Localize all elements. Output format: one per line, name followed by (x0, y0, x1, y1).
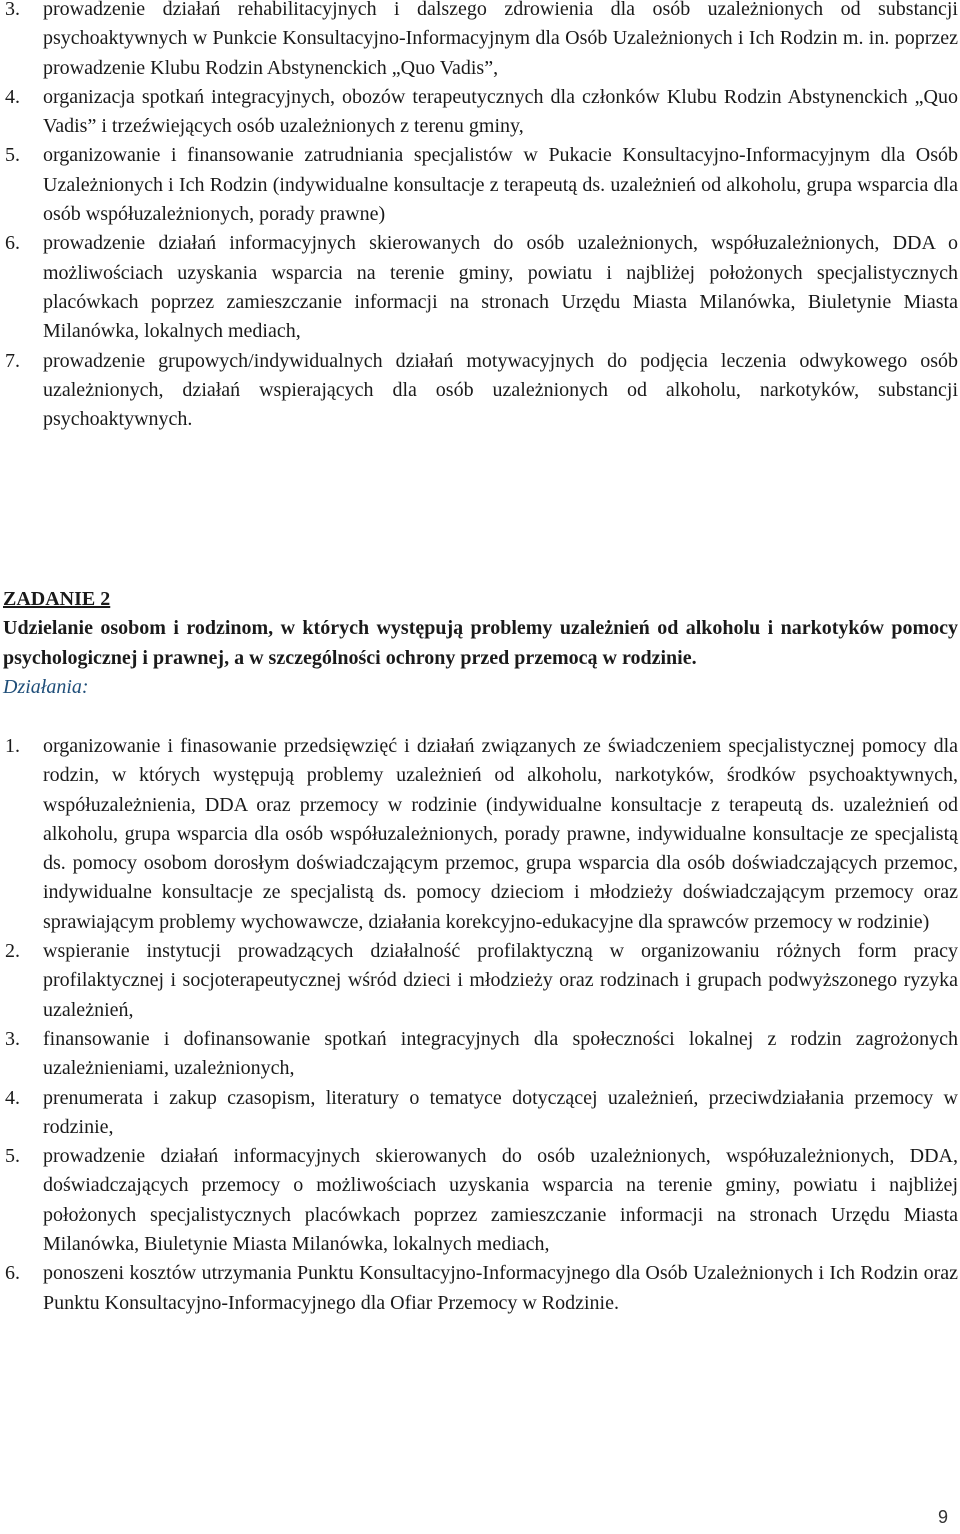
actions-subheading: Działania: (3, 675, 89, 698)
task-title: Udzielanie osobom i rodzinom, w których występują problemy uzależnień od alkoholu i narkotyków pomocy psychologicznej i prawnej, a w szczególności ochrony przed przemocą w rodzinie. (3, 617, 958, 669)
list-item-number: 6. (5, 232, 20, 255)
list-item (3, 0, 958, 83)
list-item (3, 1142, 958, 1259)
list-item (3, 1084, 958, 1143)
list-item-text: prowadzenie działań rehabilitacyjnych i dalszego zdrowienia dla osób uzależnionych od substancji psychoaktywnych w Punkcie Konsultacyjno-Informacyjnym dla Osób Uzależnionych i Ich Rodzin m. in. poprzez prowadzenie Klubu Rodzin Abstynenckich „Quo Vadis”, (43, 0, 958, 79)
page-number: 9 (937, 1507, 948, 1527)
task-heading: ZADANIE 2 (3, 588, 111, 610)
list-item (3, 732, 958, 937)
list-item-text: prowadzenie działań informacyjnych skierowanych do osób uzależnionych, współuzależnionych, DDA o możliwościach uzyskania wsparcia na terenie gminy, powiatu i najbliżej położonych specjalistycznych placówkach poprzez zamieszczanie informacji na stronach Urzędu Miasta Milanówka, Biuletynie Miasta Milanówka, lokalnych mediach, (43, 232, 958, 343)
list-item (3, 347, 958, 435)
list-item-number: 3. (5, 0, 20, 20)
actions-list-task2 (3, 732, 958, 1318)
list-item-text: prenumerata i zakup czasopism, literatury o tematyce dotyczącej uzależnień, przeciwdziałania przemocy w rodzinie, (43, 1086, 958, 1138)
list-item-number: 6. (5, 1262, 20, 1285)
list-item-number: 3. (5, 1027, 20, 1050)
list-item (3, 1025, 958, 1084)
list-item-text: prowadzenie działań informacyjnych skierowanych do osób uzależnionych, współuzależnionych, DDA, doświadczających przemocy o możliwościach uzyskania wsparcia na terenie gminy, powiatu i najbliżej położonych specjalistycznych placówkach poprzez zamieszczanie informacji na stronach Urzędu Miasta Milanówka, Biuletynie Miasta Milanówka, lokalnych mediach, (43, 1145, 958, 1256)
list-item (3, 937, 958, 1025)
list-item-text: ponoszeni kosztów utrzymania Punktu Konsultacyjno-Informacyjnego dla Osób Uzależnionych i Ich Rodzin oraz Punktu Konsultacyjno-Informacyjnego dla Ofiar Przemocy w Rodzinie. (43, 1262, 958, 1314)
list-item-text: wspieranie instytucji prowadzących działalność profilaktyczną w organizowaniu różnych form pracy profilaktycznej i socjoterapeutycznej wśród dzieci i młodzieży oraz rodzinach i grupach podwyższonego ryzyka uzależnień, (43, 940, 958, 1021)
list-item-number: 5. (5, 1145, 20, 1168)
actions-list-task1 (3, 0, 958, 434)
list-item-text: finansowanie i dofinansowanie spotkań integracyjnych dla społeczności lokalnej z rodzin zagrożonych uzależnieniami, uzależnionych, (43, 1027, 958, 1080)
list-item-text: prowadzenie grupowych/indywidualnych działań motywacyjnych do podjęcia leczenia odwykowego osób uzależnionych, działań wspierających dla osób uzależnionych od alkoholu, narkotyków, substancji psychoaktywnych. (43, 349, 958, 431)
task-2-section (3, 585, 958, 702)
list-item-number: 7. (5, 349, 20, 372)
list-item-text: organizacja spotkań integracyjnych, obozów terapeutycznych dla członków Klubu Rodzin Abstynenckich „Quo Vadis” i trzeźwiejących osób uzależnionych z terenu gminy, (43, 85, 958, 138)
list-item-text: organizowanie i finansowanie zatrudniania specjalistów w Pukacie Konsultacyjno-Informacyjnym dla Osób Uzależnionych i Ich Rodzin (indywidualne konsultacje z terapeutą ds. uzależnień od alkoholu, grupa wsparcia dla osób współuzależnionych, porady prawne) (43, 144, 958, 226)
list-item (3, 83, 958, 142)
list-item-number: 1. (5, 735, 20, 757)
list-item-number: 4. (5, 1086, 20, 1109)
list-item (3, 229, 958, 346)
list-item-number: 2. (5, 940, 20, 963)
list-item-number: 4. (5, 85, 20, 108)
list-item-text: organizowanie i finasowanie przedsięwzięć i działań związanych ze świadczeniem specjalistycznej pomocy dla rodzin, w których występują problemy uzależnień od alkoholu, narkotyków, środków psychoaktywnych, współuzależnienia, DDA oraz przemocy w rodzinie (indywidualne konsultacje z terapeutą ds. uzależnień od alkoholu, grupa wsparcia dla osób współuzależnionych, porady prawne, indywidualne konsultacje ze specjalistą ds. pomocy osobom dorosłym doświadczającym przemoc, grupa wsparcia dla osób doświadczających przemoc, indywidualne konsultacje ze specjalistą ds. pomocy dzieciom i młodzieży doświadczającym przemocy oraz sprawiającym problemy wychowawcze, działania korekcyjno-edukacyjne dla sprawców przemocy w rodzinie) (43, 735, 958, 933)
list-item (3, 1259, 958, 1318)
list-item (3, 141, 958, 229)
list-item-number: 5. (5, 144, 20, 167)
